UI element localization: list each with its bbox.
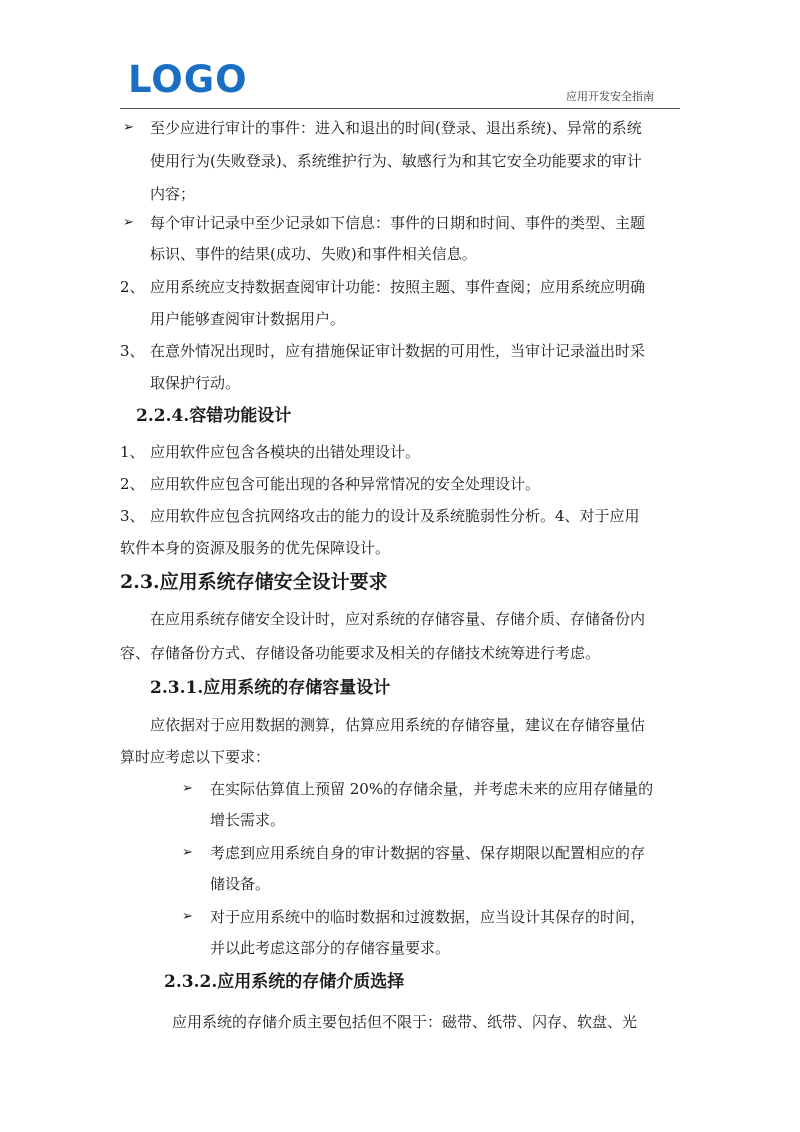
paragraph-line: 在应用系统存储安全设计时，应对系统的存储容量、存储介质、存储备份内 — [150, 610, 646, 628]
document-title: 应用开发安全指南 — [566, 90, 654, 103]
paragraph-line: 每个审计记录中至少记录如下信息：事件的日期和时间、事件的类型、主题 — [150, 214, 646, 232]
paragraph-line: 内容； — [150, 185, 196, 203]
section-heading: 2.3.应用系统存储安全设计要求 — [120, 571, 388, 593]
arrow-bullet-icon: ➢ — [182, 909, 193, 924]
logo: LOGO — [128, 58, 248, 101]
list-number: 3、 — [120, 507, 145, 525]
paragraph-line: 至少应进行审计的事件：进入和退出的时间(登录、退出系统)、异常的系统 — [150, 119, 642, 137]
paragraph-line: 增长需求。 — [210, 811, 286, 829]
arrow-bullet-icon: ➢ — [182, 845, 193, 860]
paragraph-line: 应依据对于应用数据的测算，估算应用系统的存储容量，建议在存储容量估 — [150, 716, 646, 734]
paragraph-line: 应用系统的存储介质主要包括但不限于：磁带、纸带、闪存、软盘、光 — [172, 1013, 638, 1031]
paragraph-line: 在实际估算值上预留 20%的存储余量，并考虑未来的应用存储量的 — [210, 780, 654, 798]
paragraph-line: 算时应考虑以下要求： — [120, 748, 271, 766]
paragraph-line: 考虑到应用系统自身的审计数据的容量、保存期限以配置相应的存 — [210, 844, 646, 862]
arrow-bullet-icon: ➢ — [182, 781, 193, 796]
paragraph-line: 标识、事件的结果(成功、失败)和事件相关信息。 — [150, 245, 477, 263]
arrow-bullet-icon: ➢ — [123, 215, 134, 230]
paragraph-line: 并以此考虑这部分的存储容量要求。 — [210, 939, 451, 957]
paragraph-line: 软件本身的资源及服务的优先保障设计。 — [120, 539, 391, 557]
paragraph-line: 使用行为(失败登录)、系统维护行为、敏感行为和其它安全功能要求的审计 — [150, 152, 642, 170]
list-number: 2、 — [120, 278, 145, 296]
section-heading: 2.3.1.应用系统的存储容量设计 — [150, 678, 391, 698]
list-number: 1、 — [120, 443, 145, 461]
paragraph-line: 应用软件应包含可能出现的各种异常情况的安全处理设计。 — [150, 475, 541, 493]
header-divider — [120, 108, 680, 109]
list-number: 3、 — [120, 342, 145, 360]
paragraph-line: 用户能够查阅审计数据用户。 — [150, 310, 346, 328]
paragraph-line: 在意外情况出现时，应有措施保证审计数据的可用性，当审计记录溢出时采 — [150, 342, 646, 360]
section-heading: 2.3.2.应用系统的存储介质选择 — [164, 972, 405, 992]
paragraph-line: 应用系统应支持数据查阅审计功能：按照主题、事件查阅；应用系统应明确 — [150, 278, 646, 296]
paragraph-line: 应用软件应包含抗网络攻击的能力的设计及系统脆弱性分析。4、对于应用 — [150, 507, 640, 525]
paragraph-line: 应用软件应包含各模块的出错处理设计。 — [150, 443, 421, 461]
paragraph-line: 对于应用系统中的临时数据和过渡数据，应当设计其保存的时间， — [210, 908, 646, 926]
paragraph-line: 储设备。 — [210, 875, 271, 893]
section-heading: 2.2.4.容错功能设计 — [136, 406, 292, 426]
list-number: 2、 — [120, 475, 145, 493]
arrow-bullet-icon: ➢ — [123, 120, 134, 135]
paragraph-line: 取保护行动。 — [150, 374, 241, 392]
paragraph-line: 容、存储备份方式、存储设备功能要求及相关的存储技术统筹进行考虑。 — [120, 644, 601, 662]
